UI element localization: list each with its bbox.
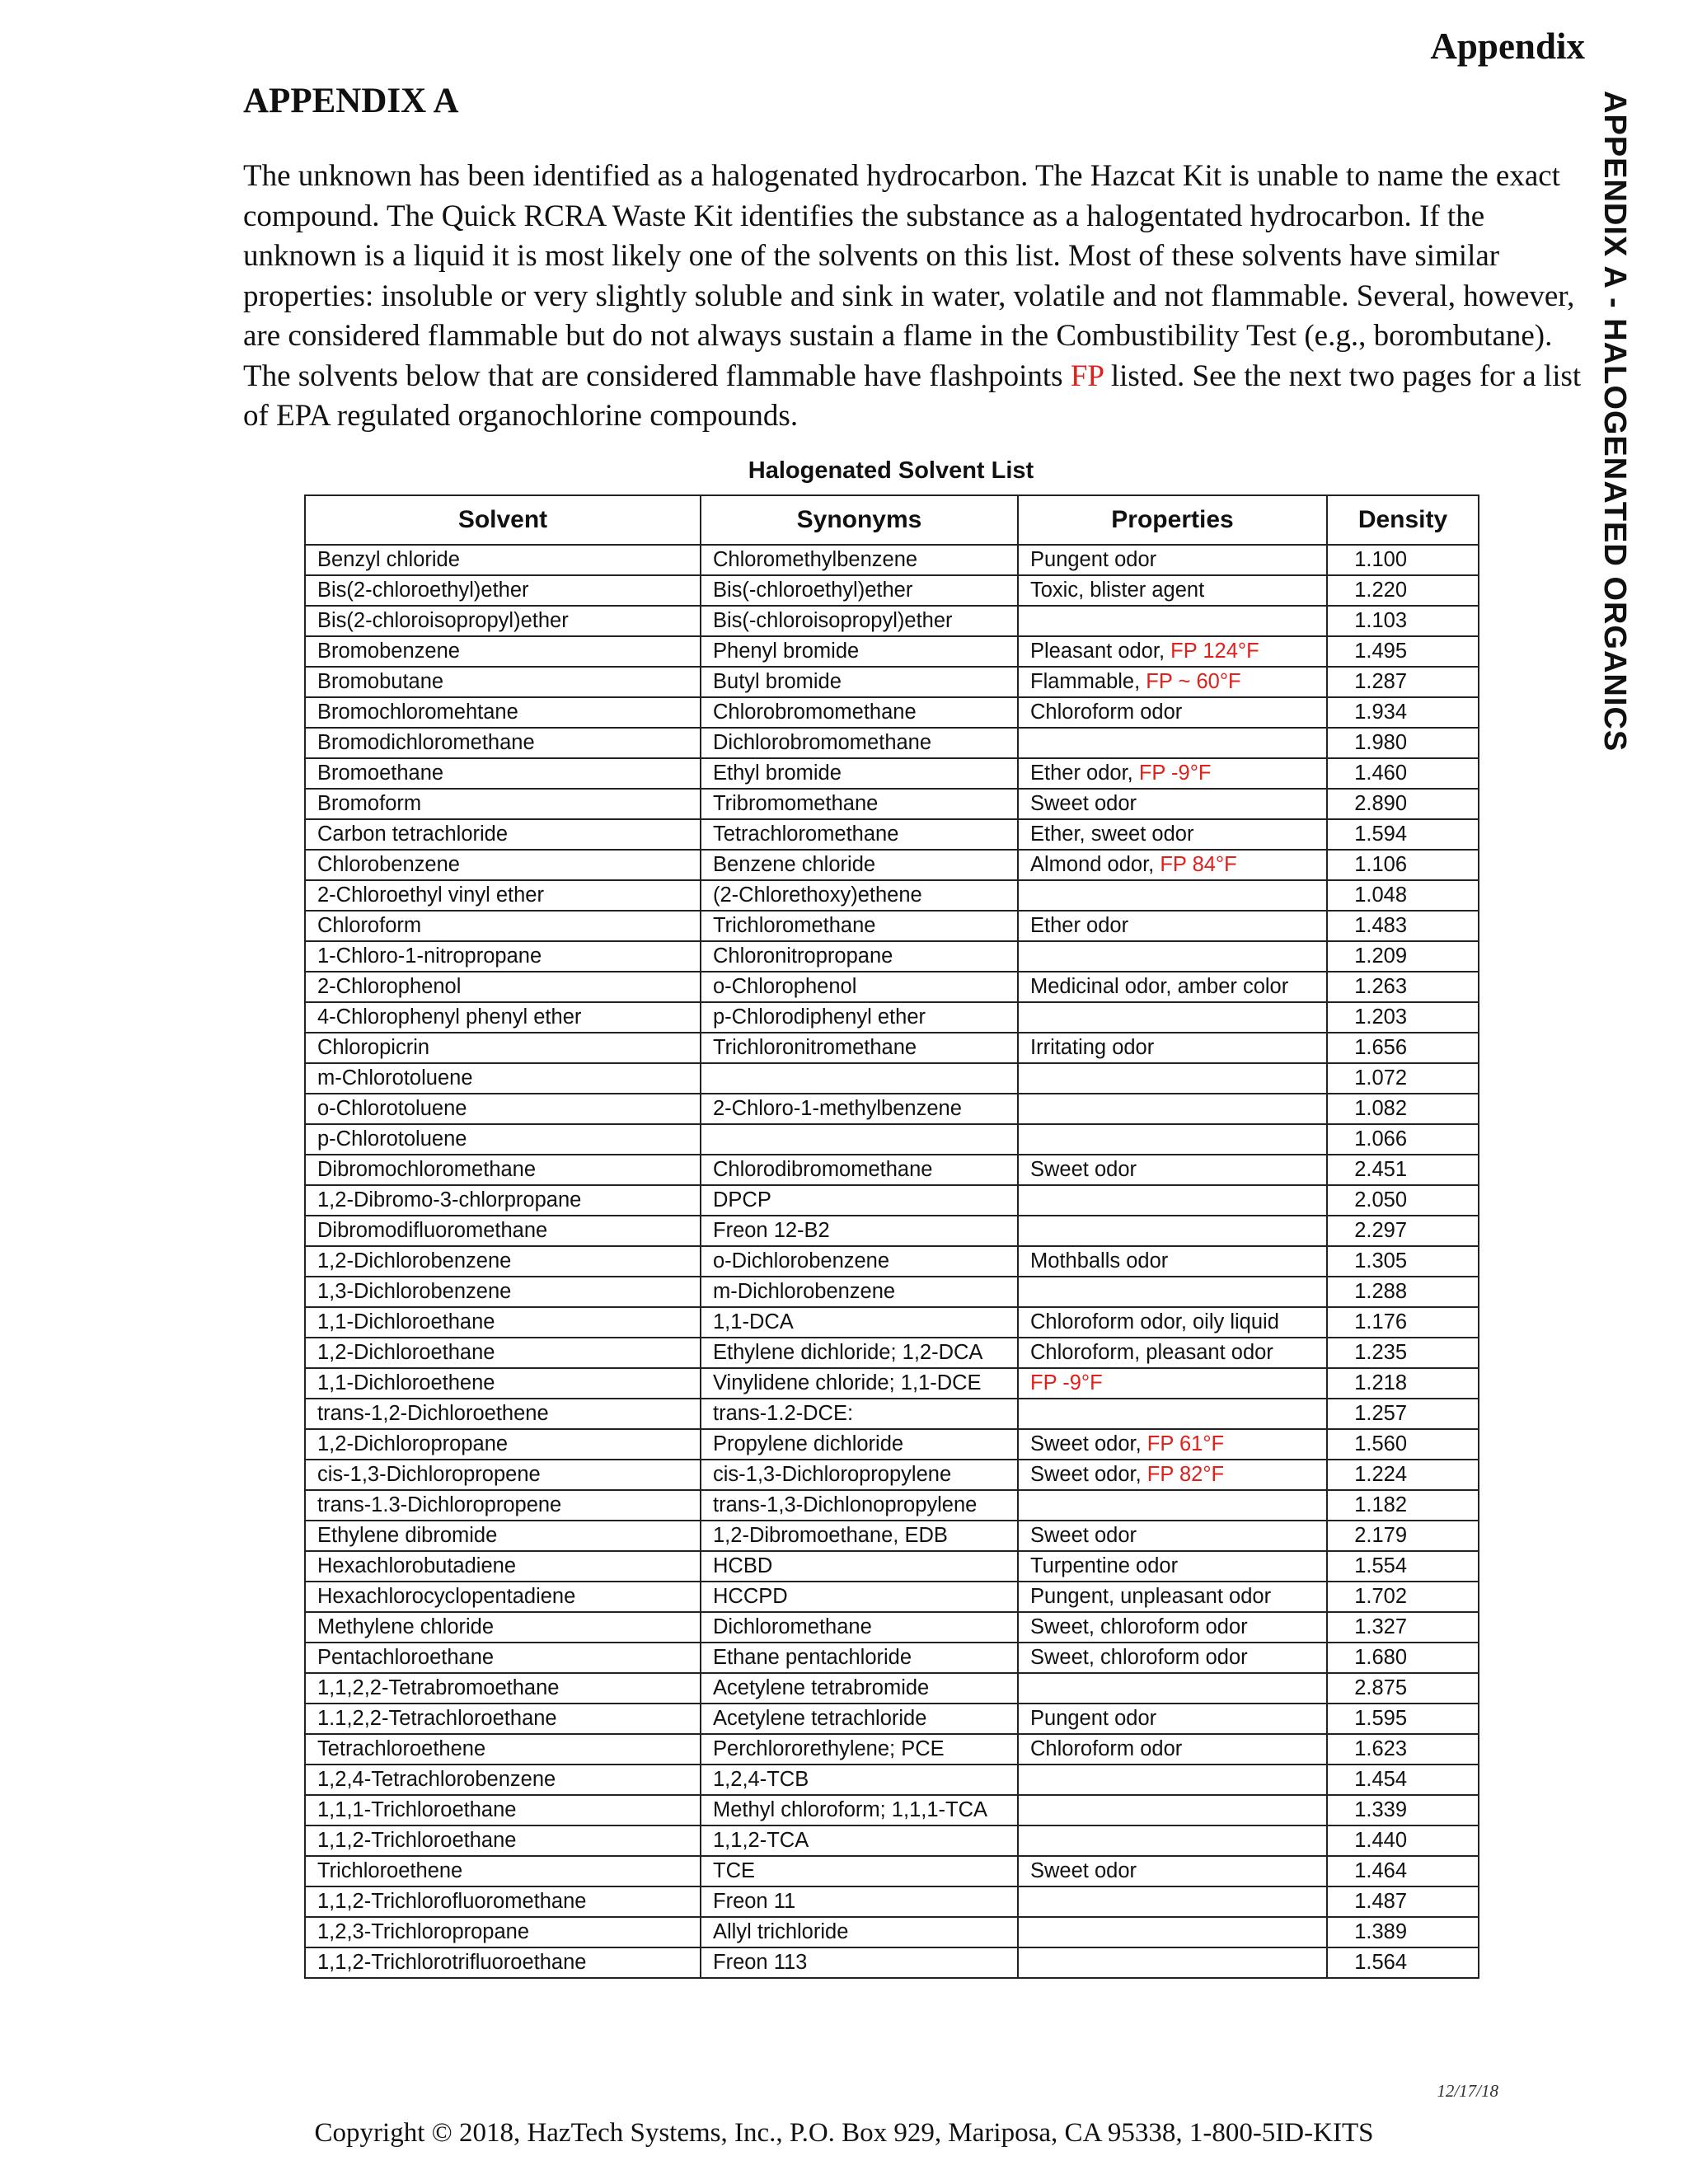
properties-cell	[1018, 1673, 1327, 1704]
synonym-cell: Freon 11	[701, 1886, 1018, 1917]
density-cell: 1.623	[1327, 1734, 1479, 1765]
property-text: Medicinal odor, amber color	[1030, 975, 1289, 998]
solvent-cell: Bromochloromehtane	[305, 697, 701, 728]
property-text: Sweet, chloroform odor	[1030, 1615, 1248, 1638]
properties-cell	[1018, 1399, 1327, 1429]
density-cell: 1.564	[1327, 1947, 1479, 1978]
properties-cell	[1018, 1429, 1327, 1460]
solvent-cell: 1,1-Dichloroethene	[305, 1368, 701, 1399]
synonym-cell: trans-1.2-DCE:	[701, 1399, 1018, 1429]
density-cell: 1.066	[1327, 1124, 1479, 1155]
table-row	[305, 758, 1479, 789]
property-text: Chloroform, pleasant odor	[1030, 1341, 1273, 1364]
table-row	[305, 545, 1479, 575]
density-cell: 1.460	[1327, 758, 1479, 789]
solvent-cell: 1,1-Dichloroethane	[305, 1307, 701, 1338]
synonym-cell: Acetylene tetrabromide	[701, 1673, 1018, 1704]
properties-cell	[1018, 941, 1327, 972]
properties-cell	[1018, 1124, 1327, 1155]
solvent-cell: Ethylene dibromide	[305, 1521, 701, 1551]
synonym-cell: Tetrachloromethane	[701, 819, 1018, 850]
properties-cell	[1018, 789, 1327, 819]
synonym-cell: TCE	[701, 1856, 1018, 1886]
density-cell: 1.327	[1327, 1612, 1479, 1643]
solvent-cell: Bromoethane	[305, 758, 701, 789]
density-cell: 1.182	[1327, 1490, 1479, 1521]
properties-cell	[1018, 1582, 1327, 1612]
solvent-cell: 1,2-Dichloroethane	[305, 1338, 701, 1368]
properties-cell	[1018, 1490, 1327, 1521]
table-row	[305, 728, 1479, 758]
density-cell: 1.263	[1327, 972, 1479, 1002]
property-text: Toxic, blister agent	[1030, 579, 1205, 602]
properties-cell	[1018, 850, 1327, 880]
solvent-cell: 1,1,2-Trichlorofluoromethane	[305, 1886, 701, 1917]
properties-cell	[1018, 1521, 1327, 1551]
table-title: Halogenated Solvent List	[748, 457, 1034, 484]
table-row	[305, 911, 1479, 941]
solvent-cell: o-Chlorotoluene	[305, 1094, 701, 1124]
density-cell: 1.454	[1327, 1765, 1479, 1795]
density-cell: 2.890	[1327, 789, 1479, 819]
density-cell: 1.103	[1327, 606, 1479, 636]
properties-cell	[1018, 1460, 1327, 1490]
solvent-cell: 2-Chlorophenol	[305, 972, 701, 1002]
flashpoint-value: FP ~ 60°F	[1146, 670, 1241, 693]
solvent-cell: 1,1,2-Trichlorotrifluoroethane	[305, 1947, 701, 1978]
table-row	[305, 1551, 1479, 1582]
solvent-cell: Carbon tetrachloride	[305, 819, 701, 850]
density-cell: 2.050	[1327, 1185, 1479, 1216]
synonym-cell: m-Dichlorobenzene	[701, 1277, 1018, 1307]
synonym-cell: Phenyl bromide	[701, 636, 1018, 667]
synonym-cell: Freon 12-B2	[701, 1216, 1018, 1246]
synonym-cell: DPCP	[701, 1185, 1018, 1216]
table-row	[305, 1338, 1479, 1368]
density-cell: 1.203	[1327, 1002, 1479, 1033]
synonym-cell: Propylene dichloride	[701, 1429, 1018, 1460]
table-row	[305, 1063, 1479, 1094]
synonym-cell	[701, 1063, 1018, 1094]
synonym-cell: Ethylene dichloride; 1,2-DCA	[701, 1338, 1018, 1368]
property-text: Turpentine odor	[1030, 1554, 1179, 1577]
density-cell: 2.297	[1327, 1216, 1479, 1246]
property-text: Chloroform odor	[1030, 1737, 1183, 1760]
property-text: Sweet odor,	[1030, 1463, 1147, 1486]
synonym-cell: Acetylene tetrachloride	[701, 1704, 1018, 1734]
solvent-cell: Bromobenzene	[305, 636, 701, 667]
table-row	[305, 972, 1479, 1002]
solvent-cell: Bis(2-chloroethyl)ether	[305, 575, 701, 606]
solvent-table	[304, 494, 1479, 1979]
table-row	[305, 697, 1479, 728]
property-text: Pleasant odor,	[1030, 640, 1171, 663]
solvent-cell: 4-Chlorophenyl phenyl ether	[305, 1002, 701, 1033]
table-row	[305, 1429, 1479, 1460]
table-row	[305, 1673, 1479, 1704]
properties-cell	[1018, 636, 1327, 667]
property-text: Ether odor	[1030, 914, 1129, 937]
table-row	[305, 850, 1479, 880]
table-row	[305, 1704, 1479, 1734]
properties-cell	[1018, 1643, 1327, 1673]
property-text: Sweet odor	[1030, 792, 1137, 815]
properties-cell	[1018, 606, 1327, 636]
solvent-cell: m-Chlorotoluene	[305, 1063, 701, 1094]
properties-cell	[1018, 1155, 1327, 1185]
density-cell: 1.495	[1327, 636, 1479, 667]
properties-cell	[1018, 1947, 1327, 1978]
density-cell: 1.082	[1327, 1094, 1479, 1124]
table-row	[305, 1033, 1479, 1063]
properties-cell	[1018, 1216, 1327, 1246]
page-title: APPENDIX A	[243, 82, 459, 120]
table-row	[305, 1886, 1479, 1917]
density-cell: 1.100	[1327, 545, 1479, 575]
solvent-cell: 1,2,3-Trichloropropane	[305, 1917, 701, 1947]
table-row	[305, 1856, 1479, 1886]
section-header: Appendix	[1430, 26, 1585, 67]
table-row	[305, 819, 1479, 850]
solvent-cell: 1,2-Dichloropropane	[305, 1429, 701, 1460]
property-text: Sweet, chloroform odor	[1030, 1646, 1248, 1669]
property-text: Pungent odor	[1030, 1707, 1157, 1730]
column-header-properties: Properties	[1018, 495, 1327, 545]
flashpoint-value: FP -9°F	[1138, 762, 1212, 785]
properties-cell	[1018, 1002, 1327, 1033]
synonym-cell: o-Chlorophenol	[701, 972, 1018, 1002]
synonym-cell: HCBD	[701, 1551, 1018, 1582]
synonym-cell: Bis(-chloroisopropyl)ether	[701, 606, 1018, 636]
property-text: Flammable,	[1030, 670, 1146, 693]
density-cell: 1.980	[1327, 728, 1479, 758]
table-row	[305, 1643, 1479, 1673]
density-cell: 1.595	[1327, 1704, 1479, 1734]
density-cell: 2.875	[1327, 1673, 1479, 1704]
synonym-cell: Methyl chloroform; 1,1,1-TCA	[701, 1795, 1018, 1825]
properties-cell	[1018, 1063, 1327, 1094]
property-text: Mothballs odor	[1030, 1249, 1169, 1272]
solvent-cell: Dibromodifluoromethane	[305, 1216, 701, 1246]
properties-cell	[1018, 1338, 1327, 1368]
synonym-cell: cis-1,3-Dichloropropylene	[701, 1460, 1018, 1490]
solvent-cell: Pentachloroethane	[305, 1643, 701, 1673]
property-text: Irritating odor	[1030, 1036, 1155, 1059]
solvent-cell: Tetrachloroethene	[305, 1734, 701, 1765]
properties-cell	[1018, 728, 1327, 758]
synonym-cell: Ethane pentachloride	[701, 1643, 1018, 1673]
synonym-cell: Trichloromethane	[701, 911, 1018, 941]
synonym-cell: Dichloromethane	[701, 1612, 1018, 1643]
properties-cell	[1018, 697, 1327, 728]
property-text: Ether, sweet odor	[1030, 823, 1194, 846]
property-text: Sweet odor	[1030, 1859, 1137, 1882]
properties-cell	[1018, 1307, 1327, 1338]
solvent-cell: Hexachlorocyclopentadiene	[305, 1582, 701, 1612]
properties-cell	[1018, 1704, 1327, 1734]
intro-text-before: The unknown has been identified as a halogenated hydrocarbon. The Hazcat Kit is unable to name the exact compound. The Quick RCRA Waste Kit identifies the substance as a halogentated hydrocarbon. If the unknown is a liquid it is most likely one of the solvents on this list. Most of these solvents have similar properties: insoluble or very slightly soluble and sink in water, volatile and not flammable. Several, however, are considered flammable but do not always sustain a flame in the Combustibility Test (e.g., borombutane). The solvents below that are considered flammable have flashpoints	[243, 159, 1575, 393]
table-row	[305, 1825, 1479, 1856]
solvent-cell: cis-1,3-Dichloropropene	[305, 1460, 701, 1490]
table-row	[305, 1094, 1479, 1124]
density-cell: 1.483	[1327, 911, 1479, 941]
solvent-cell: 1,1,2,2-Tetrabromoethane	[305, 1673, 701, 1704]
properties-cell	[1018, 575, 1327, 606]
solvent-cell: Benzyl chloride	[305, 545, 701, 575]
solvent-cell: Trichloroethene	[305, 1856, 701, 1886]
properties-cell	[1018, 1886, 1327, 1917]
synonym-cell: Chlorodibromomethane	[701, 1155, 1018, 1185]
density-cell: 1.305	[1327, 1246, 1479, 1277]
solvent-cell: Chloropicrin	[305, 1033, 701, 1063]
density-cell: 1.554	[1327, 1551, 1479, 1582]
density-cell: 1.594	[1327, 819, 1479, 850]
properties-cell	[1018, 972, 1327, 1002]
table-row	[305, 1795, 1479, 1825]
table-row	[305, 1460, 1479, 1490]
table-row	[305, 1277, 1479, 1307]
properties-cell	[1018, 1917, 1327, 1947]
properties-cell	[1018, 1734, 1327, 1765]
properties-cell	[1018, 819, 1327, 850]
intro-fp-label: FP	[1070, 359, 1104, 393]
solvent-cell: 1,1,1-Trichloroethane	[305, 1795, 701, 1825]
table-row	[305, 636, 1479, 667]
density-cell: 1.218	[1327, 1368, 1479, 1399]
properties-cell	[1018, 1368, 1327, 1399]
properties-cell	[1018, 880, 1327, 911]
document-date: 12/17/18	[1437, 2081, 1498, 2101]
table-row	[305, 1582, 1479, 1612]
solvent-cell: trans-1.3-Dichloropropene	[305, 1490, 701, 1521]
table-body	[305, 545, 1479, 1978]
table-row	[305, 1917, 1479, 1947]
synonym-cell: Benzene chloride	[701, 850, 1018, 880]
table-row	[305, 1155, 1479, 1185]
table-row	[305, 1947, 1479, 1978]
synonym-cell: 2-Chloro-1-methylbenzene	[701, 1094, 1018, 1124]
column-header-synonyms: Synonyms	[701, 495, 1018, 545]
solvent-cell: 1.1,2,2-Tetrachloroethane	[305, 1704, 701, 1734]
solvent-cell: Dibromochloromethane	[305, 1155, 701, 1185]
properties-cell	[1018, 1033, 1327, 1063]
density-cell: 1.224	[1327, 1460, 1479, 1490]
property-text: Almond odor,	[1030, 853, 1160, 876]
flashpoint-value: FP 84°F	[1160, 853, 1237, 876]
solvent-cell: trans-1,2-Dichloroethene	[305, 1399, 701, 1429]
properties-cell	[1018, 758, 1327, 789]
synonym-cell: HCCPD	[701, 1582, 1018, 1612]
table-row	[305, 667, 1479, 697]
table-row	[305, 1490, 1479, 1521]
solvent-cell: Chloroform	[305, 911, 701, 941]
property-text: Sweet odor	[1030, 1524, 1137, 1547]
solvent-cell: 1-Chloro-1-nitropropane	[305, 941, 701, 972]
column-header-density: Density	[1327, 495, 1479, 545]
properties-cell	[1018, 1094, 1327, 1124]
density-cell: 1.934	[1327, 697, 1479, 728]
table-row	[305, 880, 1479, 911]
solvent-cell: Hexachlorobutadiene	[305, 1551, 701, 1582]
density-cell: 1.656	[1327, 1033, 1479, 1063]
density-cell: 1.288	[1327, 1277, 1479, 1307]
properties-cell	[1018, 1246, 1327, 1277]
synonym-cell: Chloronitropropane	[701, 941, 1018, 972]
properties-cell	[1018, 545, 1327, 575]
density-cell: 1.287	[1327, 667, 1479, 697]
table-row	[305, 1185, 1479, 1216]
synonym-cell: 1,1,2-TCA	[701, 1825, 1018, 1856]
synonym-cell: Chlorobromomethane	[701, 697, 1018, 728]
density-cell: 1.680	[1327, 1643, 1479, 1673]
property-text: Sweet odor	[1030, 1158, 1137, 1181]
intro-paragraph	[243, 157, 1595, 437]
density-cell: 1.176	[1327, 1307, 1479, 1338]
solvent-cell: Bromobutane	[305, 667, 701, 697]
table-row	[305, 1124, 1479, 1155]
properties-cell	[1018, 1765, 1327, 1795]
density-cell: 1.220	[1327, 575, 1479, 606]
property-text: Pungent, unpleasant odor	[1030, 1585, 1272, 1608]
solvent-cell: Chlorobenzene	[305, 850, 701, 880]
density-cell: 1.702	[1327, 1582, 1479, 1612]
synonym-cell: p-Chlorodiphenyl ether	[701, 1002, 1018, 1033]
synonym-cell: Trichloronitromethane	[701, 1033, 1018, 1063]
synonym-cell: Dichlorobromomethane	[701, 728, 1018, 758]
table-header-row	[305, 495, 1479, 545]
table-row	[305, 1216, 1479, 1246]
table-row	[305, 1368, 1479, 1399]
synonym-cell: Freon 113	[701, 1947, 1018, 1978]
table-row	[305, 575, 1479, 606]
property-text: Pungent odor	[1030, 548, 1157, 571]
footer-copyright: Copyright © 2018, HazTech Systems, Inc., P.O. Box 929, Mariposa, CA 95338, 1-800-5ID-KITS	[314, 2118, 1374, 2148]
synonym-cell: trans-1,3-Dichlonopropylene	[701, 1490, 1018, 1521]
density-cell: 1.440	[1327, 1825, 1479, 1856]
synonym-cell: o-Dichlorobenzene	[701, 1246, 1018, 1277]
density-cell: 1.048	[1327, 880, 1479, 911]
table-row	[305, 1399, 1479, 1429]
synonym-cell: 1,2-Dibromoethane, EDB	[701, 1521, 1018, 1551]
density-cell: 1.072	[1327, 1063, 1479, 1094]
table-row	[305, 1307, 1479, 1338]
properties-cell	[1018, 1612, 1327, 1643]
properties-cell	[1018, 667, 1327, 697]
table-row	[305, 1521, 1479, 1551]
property-text: Chloroform odor	[1030, 701, 1183, 724]
properties-cell	[1018, 1825, 1327, 1856]
properties-cell	[1018, 1551, 1327, 1582]
column-header-solvent: Solvent	[305, 495, 701, 545]
synonym-cell: Allyl trichloride	[701, 1917, 1018, 1947]
density-cell: 2.451	[1327, 1155, 1479, 1185]
synonym-cell: Perchlororethylene; PCE	[701, 1734, 1018, 1765]
solvent-cell: 2-Chloroethyl vinyl ether	[305, 880, 701, 911]
table-row	[305, 1002, 1479, 1033]
table-row	[305, 1765, 1479, 1795]
property-text: Ether odor,	[1030, 762, 1139, 785]
solvent-cell: Bromodichloromethane	[305, 728, 701, 758]
properties-cell	[1018, 1277, 1327, 1307]
synonym-cell: (2-Chlorethoxy)ethene	[701, 880, 1018, 911]
solvent-cell: Bromoform	[305, 789, 701, 819]
solvent-cell: p-Chlorotoluene	[305, 1124, 701, 1155]
solvent-cell: 1,2-Dichlorobenzene	[305, 1246, 701, 1277]
table-row	[305, 606, 1479, 636]
density-cell: 1.487	[1327, 1886, 1479, 1917]
flashpoint-value: FP 61°F	[1146, 1432, 1225, 1455]
properties-cell	[1018, 911, 1327, 941]
synonym-cell: Vinylidene chloride; 1,1-DCE	[701, 1368, 1018, 1399]
solvent-cell: 1,1,2-Trichloroethane	[305, 1825, 701, 1856]
solvent-cell: 1,2-Dibromo-3-chlorpropane	[305, 1185, 701, 1216]
synonym-cell: Butyl bromide	[701, 667, 1018, 697]
solvent-cell: Methylene chloride	[305, 1612, 701, 1643]
density-cell: 1.560	[1327, 1429, 1479, 1460]
synonym-cell: Ethyl bromide	[701, 758, 1018, 789]
density-cell: 1.257	[1327, 1399, 1479, 1429]
density-cell: 1.389	[1327, 1917, 1479, 1947]
density-cell: 1.339	[1327, 1795, 1479, 1825]
properties-cell	[1018, 1795, 1327, 1825]
density-cell: 1.209	[1327, 941, 1479, 972]
synonym-cell: 1,1-DCA	[701, 1307, 1018, 1338]
solvent-cell: Bis(2-chloroisopropyl)ether	[305, 606, 701, 636]
property-text: Sweet odor,	[1030, 1432, 1147, 1455]
table-row	[305, 1734, 1479, 1765]
flashpoint-value: FP -9°F	[1030, 1371, 1103, 1394]
solvent-cell: 1,3-Dichlorobenzene	[305, 1277, 701, 1307]
table-row	[305, 941, 1479, 972]
density-cell: 1.464	[1327, 1856, 1479, 1886]
synonym-cell: Tribromomethane	[701, 789, 1018, 819]
table-row	[305, 789, 1479, 819]
flashpoint-value: FP 124°F	[1170, 640, 1259, 663]
intro-text-after: listed. See the next two pages for a list of EPA regulated organochlorine compounds.	[243, 359, 1582, 433]
properties-cell	[1018, 1185, 1327, 1216]
density-cell: 1.106	[1327, 850, 1479, 880]
solvent-cell: 1,2,4-Tetrachlorobenzene	[305, 1765, 701, 1795]
side-tab-label: APPENDIX A - HALOGENATED ORGANICS	[1597, 91, 1632, 752]
synonym-cell: Bis(-chloroethyl)ether	[701, 575, 1018, 606]
synonym-cell: Chloromethylbenzene	[701, 545, 1018, 575]
table-row	[305, 1246, 1479, 1277]
properties-cell	[1018, 1856, 1327, 1886]
density-cell: 2.179	[1327, 1521, 1479, 1551]
property-text: Chloroform odor, oily liquid	[1030, 1310, 1279, 1333]
flashpoint-value: FP 82°F	[1146, 1463, 1225, 1486]
synonym-cell	[701, 1124, 1018, 1155]
synonym-cell: 1,2,4-TCB	[701, 1765, 1018, 1795]
density-cell: 1.235	[1327, 1338, 1479, 1368]
table-row	[305, 1612, 1479, 1643]
